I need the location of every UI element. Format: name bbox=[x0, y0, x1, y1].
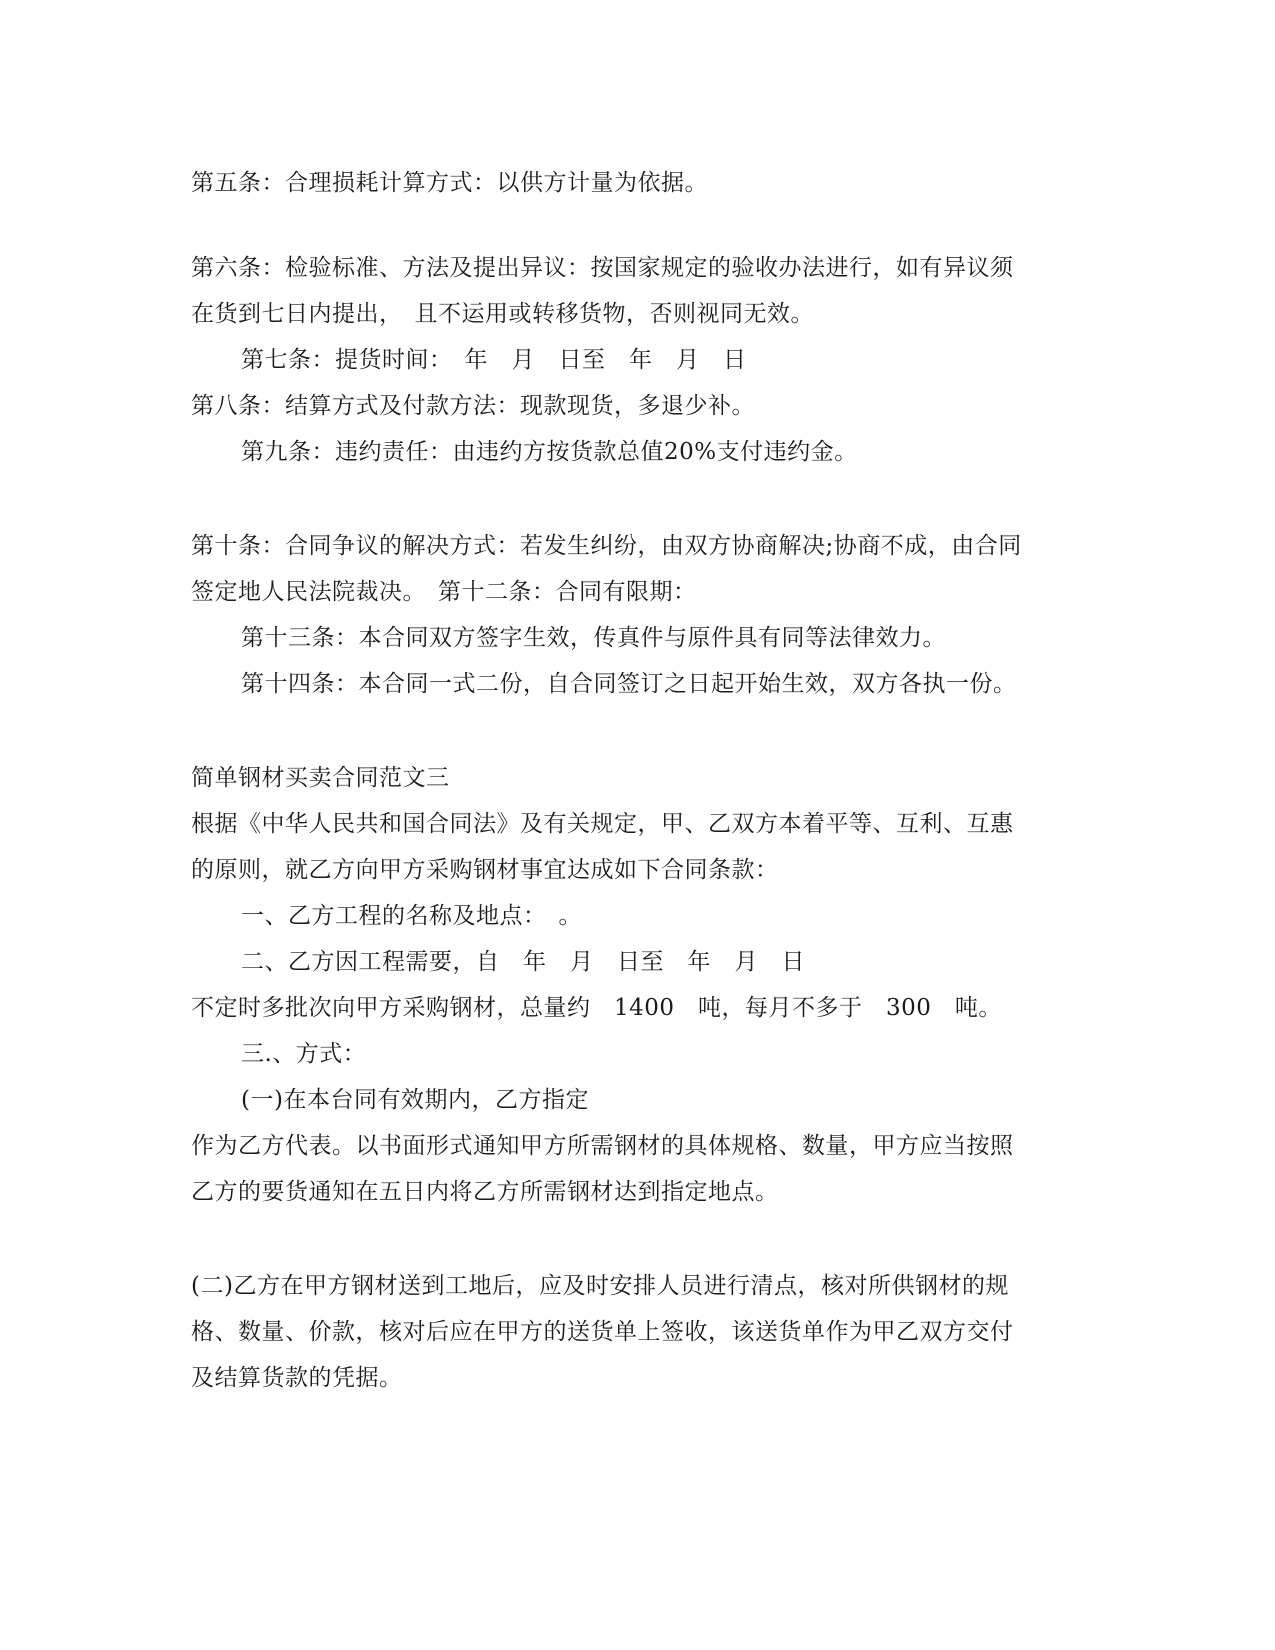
clause-3-2-line-1: (二)乙方在甲方钢材送到工地后，应及时安排人员进行清点，核对所供钢材的规 bbox=[191, 1273, 1009, 1299]
clause-2-line-1: 二、乙方因工程需要，自 年 月 日至 年 月 日 bbox=[241, 949, 805, 975]
article-14: 第十四条：本合同一式二份，自合同签订之日起开始生效，双方各执一份。 bbox=[241, 671, 1017, 697]
article-13: 第十三条：本合同双方签字生效，传真件与原件具有同等法律效力。 bbox=[241, 625, 946, 651]
clause-3-1-line-2: 作为乙方代表。以书面形式通知甲方所需钢材的具体规格、数量，甲方应当按照 bbox=[191, 1133, 1014, 1159]
article-6-line-2: 在货到七日内提出， 且不运用或转移货物，否则视同无效。 bbox=[191, 301, 814, 327]
article-6-line-1: 第六条：检验标准、方法及提出异议：按国家规定的验收办法进行，如有异议须 bbox=[191, 255, 1014, 281]
article-10-line-1: 第十条：合同争议的解决方式：若发生纠纷，由双方协商解决;协商不成，由合同 bbox=[191, 533, 1022, 559]
preamble-line-2: 的原则，就乙方向甲方采购钢材事宜达成如下合同条款： bbox=[191, 857, 779, 883]
clause-3: 三.、方式： bbox=[241, 1041, 367, 1067]
clause-3-1-line-3: 乙方的要货通知在五日内将乙方所需钢材达到指定地点。 bbox=[191, 1179, 779, 1205]
clause-3-1-line-1: (一)在本台同有效期内，乙方指定 bbox=[241, 1087, 589, 1113]
article-9: 第九条：违约责任：由违约方按货款总值20%支付违约金。 bbox=[241, 439, 858, 465]
article-8: 第八条：结算方式及付款方法：现款现货，多退少补。 bbox=[191, 393, 755, 419]
clause-1: 一、乙方工程的名称及地点： 。 bbox=[241, 903, 582, 929]
clause-3-2-line-3: 及结算货款的凭据。 bbox=[191, 1365, 403, 1391]
section-title: 简单钢材买卖合同范文三 bbox=[191, 765, 450, 791]
preamble-line-1: 根据《中华人民共和国合同法》及有关规定，甲、乙双方本着平等、互利、互惠 bbox=[191, 811, 1014, 837]
clause-3-2-line-2: 格、数量、价款，核对后应在甲方的送货单上签收，该送货单作为甲乙双方交付 bbox=[191, 1319, 1014, 1345]
article-5: 第五条：合理损耗计算方式：以供方计量为依据。 bbox=[191, 170, 708, 196]
clause-2-line-2: 不定时多批次向甲方采购钢材，总量约 1400 吨，每月不多于 300 吨。 bbox=[191, 995, 1002, 1021]
article-7: 第七条：提货时间： 年 月 日至 年 月 日 bbox=[241, 347, 747, 373]
article-10-line-2: 签定地人民法院裁决。 第十二条：合同有限期： bbox=[191, 579, 697, 605]
